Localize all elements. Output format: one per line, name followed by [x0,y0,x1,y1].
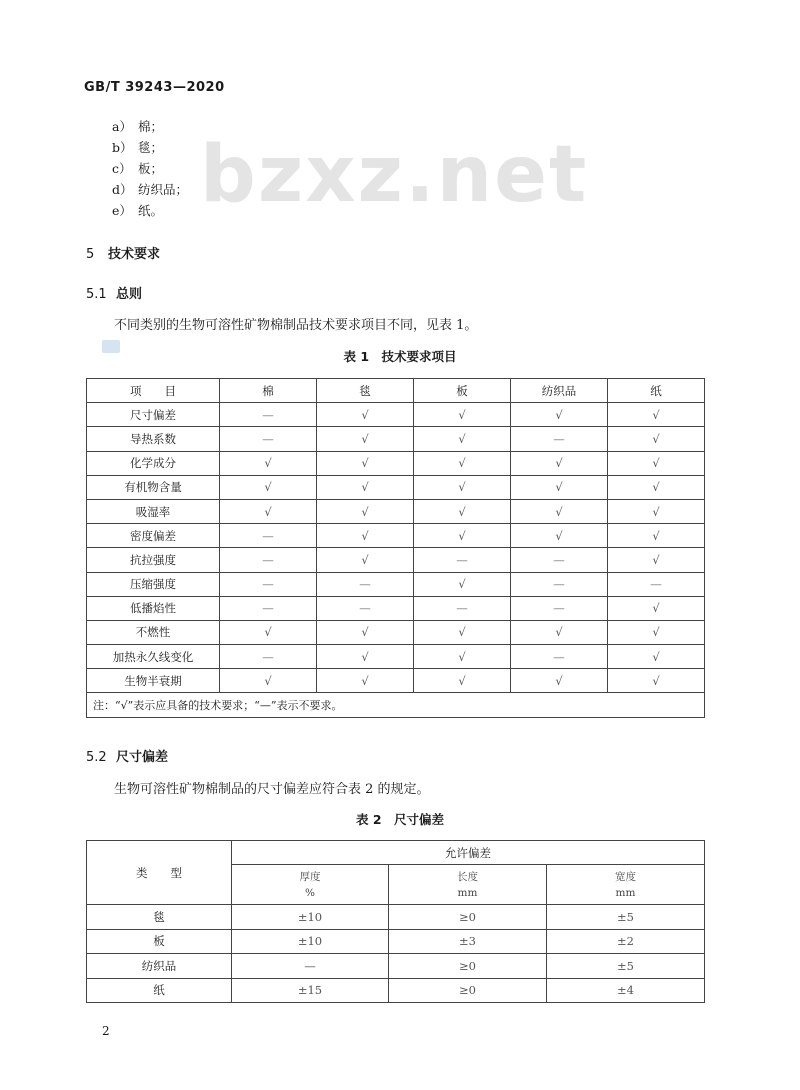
product-type-list [112,116,188,221]
list-marker: e） [112,203,132,218]
table-cell: √ [511,669,608,693]
table-row [87,645,705,669]
row-label: 板 [87,929,232,953]
column-unit: % [305,886,315,899]
table-cell: √ [511,499,608,523]
list-item [112,200,188,221]
row-label: 低播焰性 [87,596,220,620]
table-cell: √ [414,403,511,427]
table-cell: — [220,596,317,620]
table-cell: — [317,572,414,596]
table-cell: √ [220,669,317,693]
list-text: 纸。 [138,203,164,218]
table-cell: √ [317,645,414,669]
section-5-1-heading [86,283,142,302]
list-text: 板； [138,161,164,176]
column-header [547,865,705,905]
table-row [87,669,705,693]
section-title: 技术要求 [108,247,161,262]
table-cell: √ [511,403,608,427]
table-row [87,620,705,644]
technical-requirements-table [86,378,705,718]
table-cell: √ [414,669,511,693]
column-header: 纺织品 [511,379,608,403]
type-header: 类 型 [87,841,232,905]
column-unit: mm [457,886,478,899]
section-5-1-text: 不同类别的生物可溶性矿物棉制品技术要求项目不同，见表 1。 [114,318,478,333]
table-body [87,841,705,1003]
table-row [87,475,705,499]
table-cell: √ [414,524,511,548]
table-row [87,596,705,620]
table-cell: √ [220,499,317,523]
table-cell: √ [608,548,705,572]
table-cell: — [220,403,317,427]
table-cell: √ [220,475,317,499]
table-cell: √ [414,475,511,499]
table-cell: √ [511,451,608,475]
table-cell: — [220,572,317,596]
table-cell: — [220,524,317,548]
list-text: 毯； [138,140,164,155]
list-item [112,137,188,158]
section-5-heading [86,243,160,262]
table-cell: ±2 [547,929,705,953]
list-marker: b） [112,140,133,155]
row-label: 纸 [87,978,232,1002]
table-row [87,403,705,427]
list-marker: a） [112,119,132,134]
table-cell: √ [317,451,414,475]
table-row [87,572,705,596]
section-number: 5.1 [86,287,107,302]
list-marker: c） [112,161,132,176]
table-note: 注：“√”表示应具备的技术要求；“—”表示不要求。 [87,693,705,717]
table-cell: √ [317,403,414,427]
column-name: 长度 [457,870,478,883]
table-cell: — [511,645,608,669]
table-row [87,499,705,523]
row-label: 纺织品 [87,954,232,978]
list-item [112,179,188,200]
table-cell: √ [511,475,608,499]
table-cell: √ [414,499,511,523]
table-cell: ±10 [232,905,389,929]
table-cell: √ [317,620,414,644]
table-cell: √ [220,451,317,475]
row-label: 化学成分 [87,451,220,475]
table-cell: √ [608,669,705,693]
list-item [112,116,188,137]
list-marker: d） [112,182,133,197]
column-unit: mm [615,886,636,899]
table-cell: √ [317,548,414,572]
table-cell: — [220,548,317,572]
table-cell: ≥0 [389,954,547,978]
table-cell: √ [608,596,705,620]
row-label: 尺寸偏差 [87,403,220,427]
row-label: 有机物含量 [87,475,220,499]
row-label: 密度偏差 [87,524,220,548]
table-cell: — [414,596,511,620]
list-item [112,158,188,179]
table-cell: — [608,572,705,596]
row-label: 压缩强度 [87,572,220,596]
list-text: 纺织品； [138,182,189,197]
table-cell: — [511,427,608,451]
row-label: 不燃性 [87,620,220,644]
list-text: 棉； [138,119,164,134]
section-number: 5.2 [86,750,107,765]
row-label: 导热系数 [87,427,220,451]
table-row [87,548,705,572]
column-name: 宽度 [615,870,637,883]
table-header-row [87,841,705,865]
row-label: 生物半衰期 [87,669,220,693]
table-cell: √ [317,524,414,548]
table-cell: ±10 [232,929,389,953]
column-header: 棉 [220,379,317,403]
table-cell: — [511,572,608,596]
section-5-2-heading [86,746,168,765]
table-cell: — [511,548,608,572]
table-cell: ±15 [232,978,389,1002]
row-label: 毯 [87,905,232,929]
page-number: 2 [102,1024,110,1038]
table-cell: √ [608,403,705,427]
table-cell: √ [511,620,608,644]
column-header [232,865,389,905]
table-cell: ±5 [547,905,705,929]
column-header [389,865,547,905]
table-cell: √ [608,499,705,523]
table-cell: √ [414,620,511,644]
table-row [87,524,705,548]
table-cell: √ [414,451,511,475]
table-row [87,427,705,451]
table-cell: — [232,954,389,978]
table-cell: ±3 [389,929,547,953]
column-header: 项 目 [87,379,220,403]
table-cell: √ [220,620,317,644]
table-cell: ±4 [547,978,705,1002]
column-name: 厚度 [299,870,321,883]
table-cell: — [511,596,608,620]
table-cell: √ [608,645,705,669]
table-cell: √ [511,524,608,548]
table-cell: √ [414,645,511,669]
section-title: 总则 [116,287,143,302]
section-title: 尺寸偏差 [116,750,169,765]
table-cell: — [220,427,317,451]
table-note-row [87,693,705,717]
column-header: 纸 [608,379,705,403]
table-row [87,929,705,953]
table-cell: √ [317,475,414,499]
table-cell: √ [317,499,414,523]
table-cell: ≥0 [389,905,547,929]
table-cell: √ [317,427,414,451]
table-cell: — [220,645,317,669]
table-cell: √ [608,451,705,475]
table-cell: ≥0 [389,978,547,1002]
table-cell: √ [608,475,705,499]
group-header: 允许偏差 [232,841,705,865]
table-body [87,379,705,718]
section-5-2-text: 生物可溶性矿物棉制品的尺寸偏差应符合表 2 的规定。 [114,782,430,797]
table-1-caption: 表 1 技术要求项目 [343,349,457,364]
table-header-row [87,379,705,403]
row-label: 吸湿率 [87,499,220,523]
row-label: 抗拉强度 [87,548,220,572]
section-number: 5 [86,247,95,262]
row-label: 加热永久线变化 [87,645,220,669]
table-cell: √ [317,669,414,693]
table-2-caption: 表 2 尺寸偏差 [355,812,445,827]
table-cell: √ [414,427,511,451]
table-cell: √ [608,620,705,644]
table-cell: — [317,596,414,620]
standard-code: GB/T 39243—2020 [84,80,225,95]
size-deviation-table [86,840,705,1003]
table-row [87,905,705,929]
table-cell: √ [608,524,705,548]
column-header: 毯 [317,379,414,403]
table-cell: √ [608,427,705,451]
table-cell: — [414,548,511,572]
table-cell: ±5 [547,954,705,978]
column-header: 板 [414,379,511,403]
table-row [87,954,705,978]
table-row [87,451,705,475]
table-row [87,978,705,1002]
table-cell: √ [414,572,511,596]
watermark: bzxz.net [200,130,589,220]
